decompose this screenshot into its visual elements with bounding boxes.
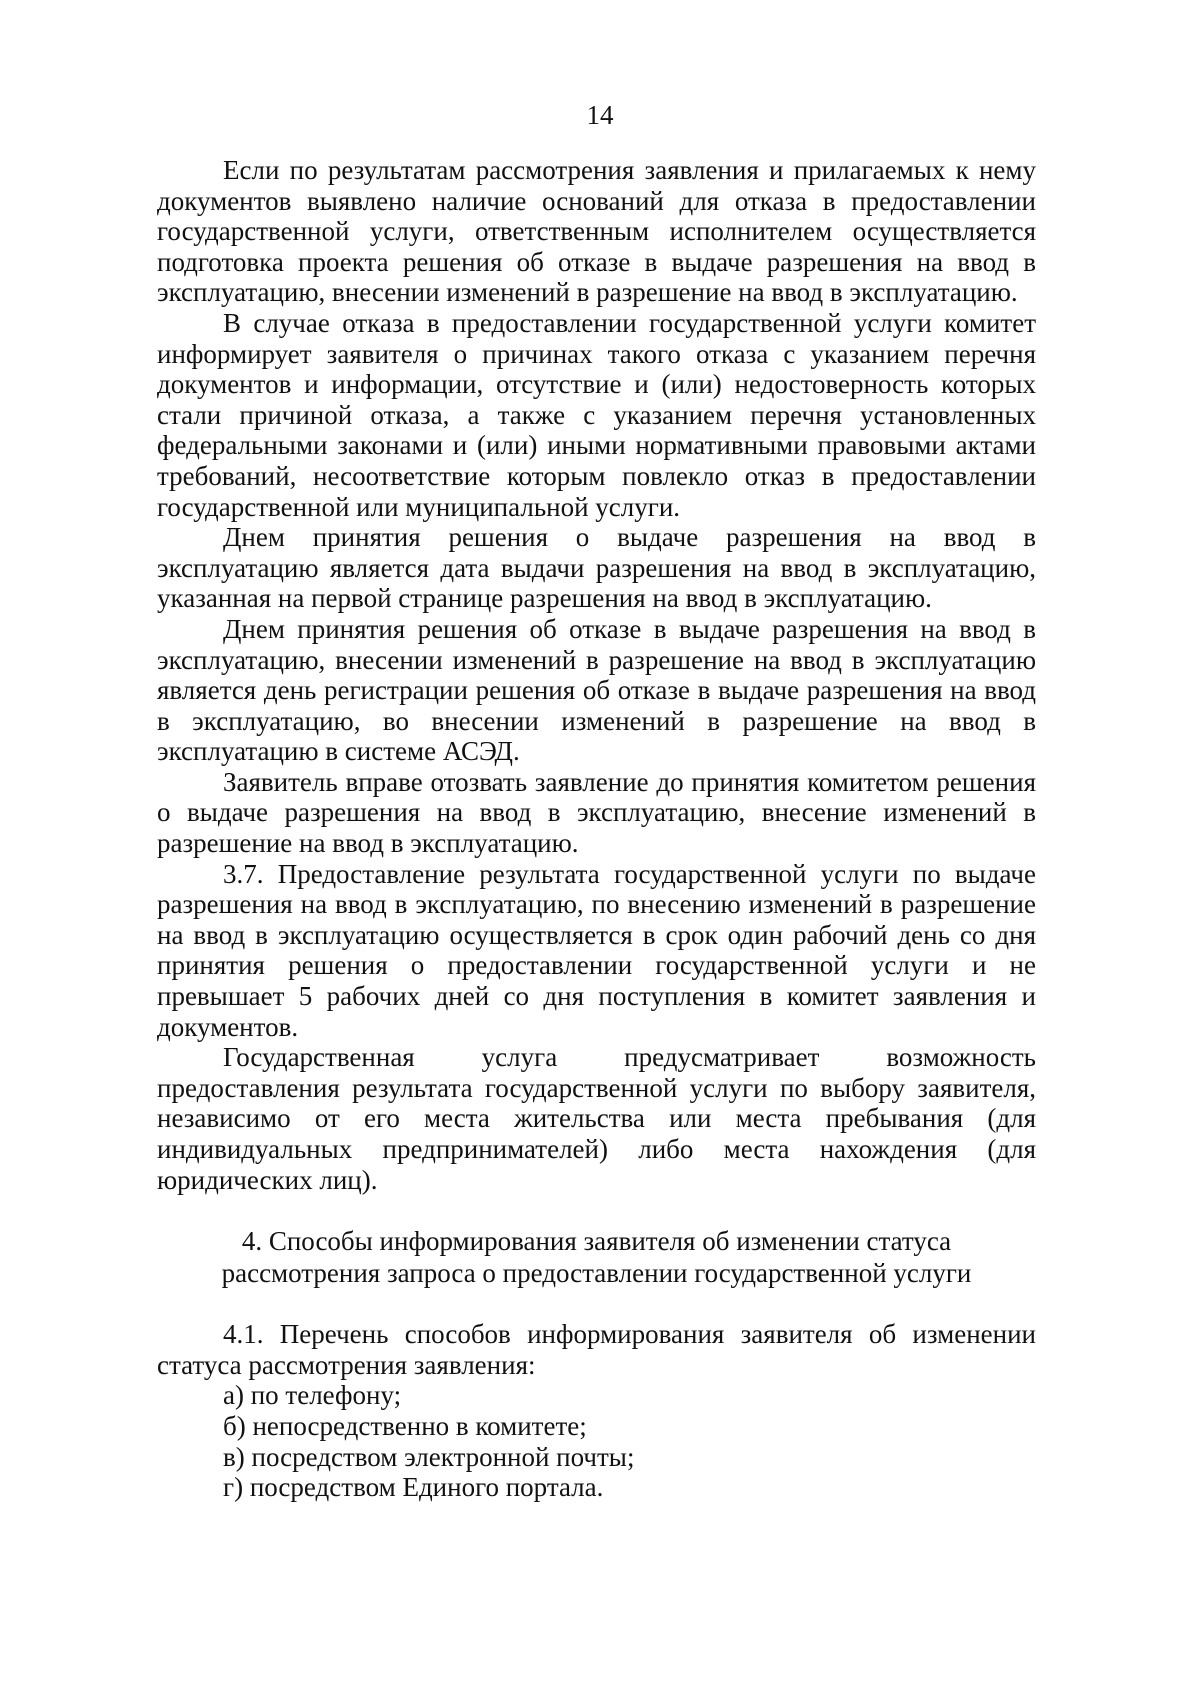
paragraph: 4.1. Перечень способов информирования заявителя об изменении статуса рассмотрения заявления: [157,1319,1036,1380]
methods-list [157,1380,1036,1502]
paragraph: 3.7. Предоставление результата государственной услуги по выдаче разрешения на ввод в эксплуатацию, по внесению изменений в разрешение на ввод в эксплуатацию осуществляется в срок один рабочий день со дня принятия решения о предоставлении государственной услуги и не превышает 5 рабочих дней со дня поступления в комитет заявления и документов. [157,858,1036,1042]
list-item: б) непосредственно в комитете; [223,1410,587,1441]
paragraph: Если по результатам рассмотрения заявления и прилагаемых к нему документов выявлено наличие оснований для отказа в предоставлении государственной услуги, ответственным исполнителем осуществляется подготовка проекта решения об отказе в выдаче разрешения на ввод в эксплуатацию, внесении изменений в разрешение на ввод в эксплуатацию. [157,155,1036,308]
list-item: в) посредством электронной почты; [223,1441,635,1472]
paragraph: Днем принятия решения о выдаче разрешения на ввод в эксплуатацию является дата выдачи разрешения на ввод в эксплуатацию, указанная на первой странице разрешения на ввод в эксплуатацию. [157,522,1036,614]
paragraph: Государственная услуга предусматривает возможность предоставления результата государственной услуги по выбору заявителя, независимо от его места жительства или места пребывания (для индивидуальных предпринимателей) либо места нахождения (для юридических лиц). [157,1042,1036,1195]
page-number: 14 [586,100,614,130]
list-item: г) посредством Единого портала. [223,1472,604,1503]
paragraph: В случае отказа в предоставлении государственной услуги комитет информирует заявителя о причинах такого отказа с указанием перечня документов и информации, отсутствие и (или) недостоверность которых стали причиной отказа, а также с указанием перечня установленных федеральными законами и (или) иными нормативными правовыми актами требований, несоответствие которым повлекло отказ в предоставлении государственной или муниципальной услуги. [157,307,1036,522]
paragraph: Заявитель вправе отозвать заявление до принятия комитетом решения о выдаче разрешения на ввод в эксплуатацию, внесение изменений в разрешение на ввод в эксплуатацию. [157,766,1036,859]
paragraph: Днем принятия решения об отказе в выдаче разрешения на ввод в эксплуатацию, внесении изменений в разрешение на ввод в эксплуатацию является день регистрации решения об отказе в выдаче разрешения на ввод в эксплуатацию, во внесении изменений в разрешение на ввод в эксплуатацию в системе АСЭД. [157,613,1036,767]
list-item: а) по телефону; [223,1380,402,1411]
section-heading: 4. Способы информирования заявителя об изменении статуса рассмотрения запроса о предоставлении государственной услуги [221,1226,972,1289]
document-body [157,155,1036,1503]
